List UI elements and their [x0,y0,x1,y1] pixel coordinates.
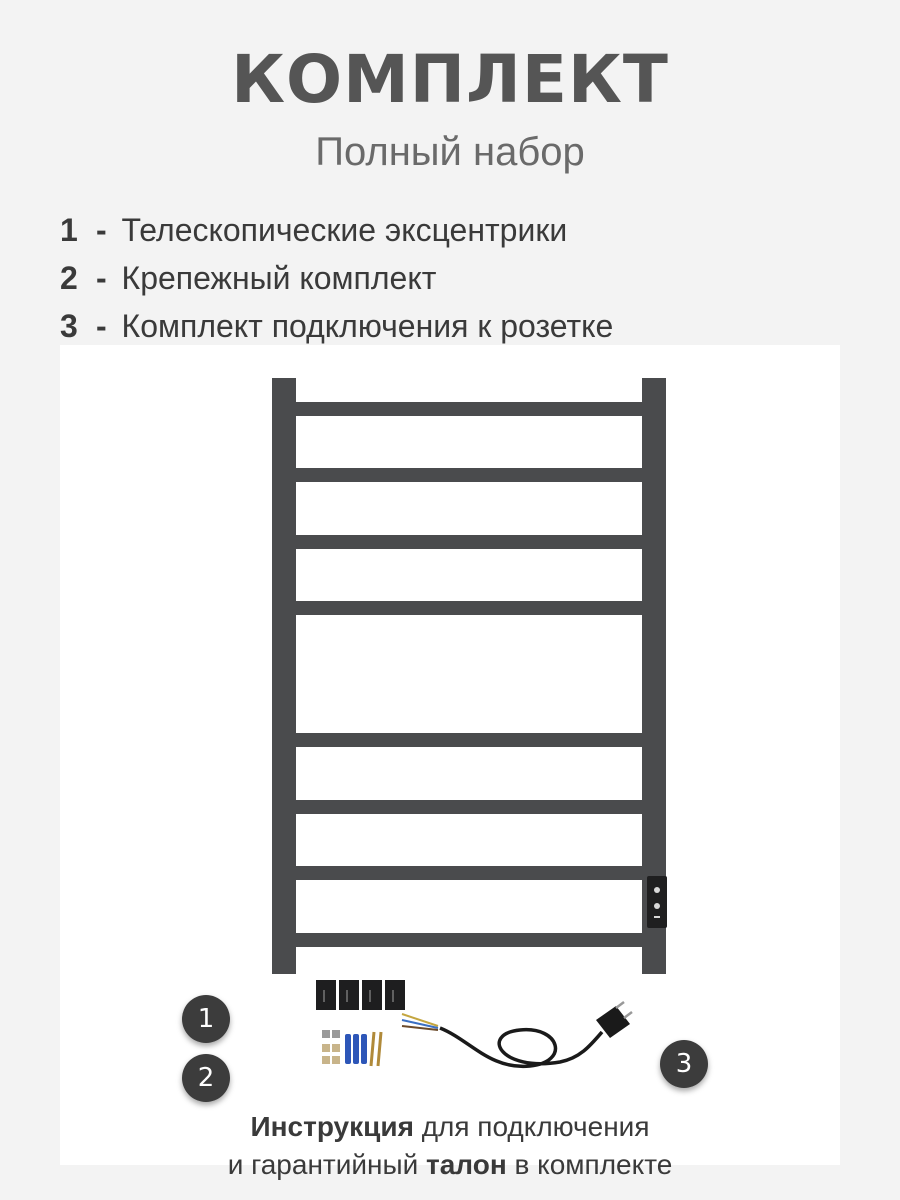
mounting-kit-icon [322,1030,381,1066]
rail-rung [296,535,642,549]
power-cable-icon [402,1002,632,1066]
control-panel [647,876,667,928]
rail-left-post [272,378,296,974]
rail-rung [296,800,642,814]
badge-3: 3 [660,1040,708,1088]
footer-text: для подключения [421,1111,650,1142]
rail-rung [296,402,642,416]
rail-rung [296,601,642,615]
rail-rung [296,866,642,880]
rail-rungs [296,402,642,947]
item-text: Крепежный комплект [121,260,437,296]
footer-note [0,1108,900,1184]
rail-rung [296,733,642,747]
item-dash: - [96,308,107,344]
footer-line-1 [0,1108,900,1146]
footer-line-2 [0,1146,900,1184]
control-button-icon [654,903,660,909]
footer-text: в комплекте [514,1149,673,1180]
control-button-icon [654,887,660,893]
towel-rail-icon [272,378,667,974]
item-number: 2 [60,260,78,296]
page-subtitle: Полный набор [315,130,585,174]
badge-2: 2 [182,1054,230,1102]
eccentrics-icon [316,980,405,1010]
rail-rung [296,933,642,947]
item-text: Комплект подключения к розетке [121,308,614,344]
control-led-icon [654,916,660,918]
footer-bold-instruction: Инструкция [250,1111,414,1142]
badge-1: 1 [182,995,230,1043]
footer-text: и гарантийный [227,1149,419,1180]
rail-rung [296,468,642,482]
item-text: Телескопические эксцентрики [121,212,568,248]
item-dash: - [96,260,107,296]
item-number: 3 [60,308,78,344]
page-title: КОМПЛЕКТ [231,41,669,118]
item-dash: - [96,212,107,248]
item-number: 1 [60,212,78,248]
footer-bold-warranty: талон [426,1149,507,1180]
